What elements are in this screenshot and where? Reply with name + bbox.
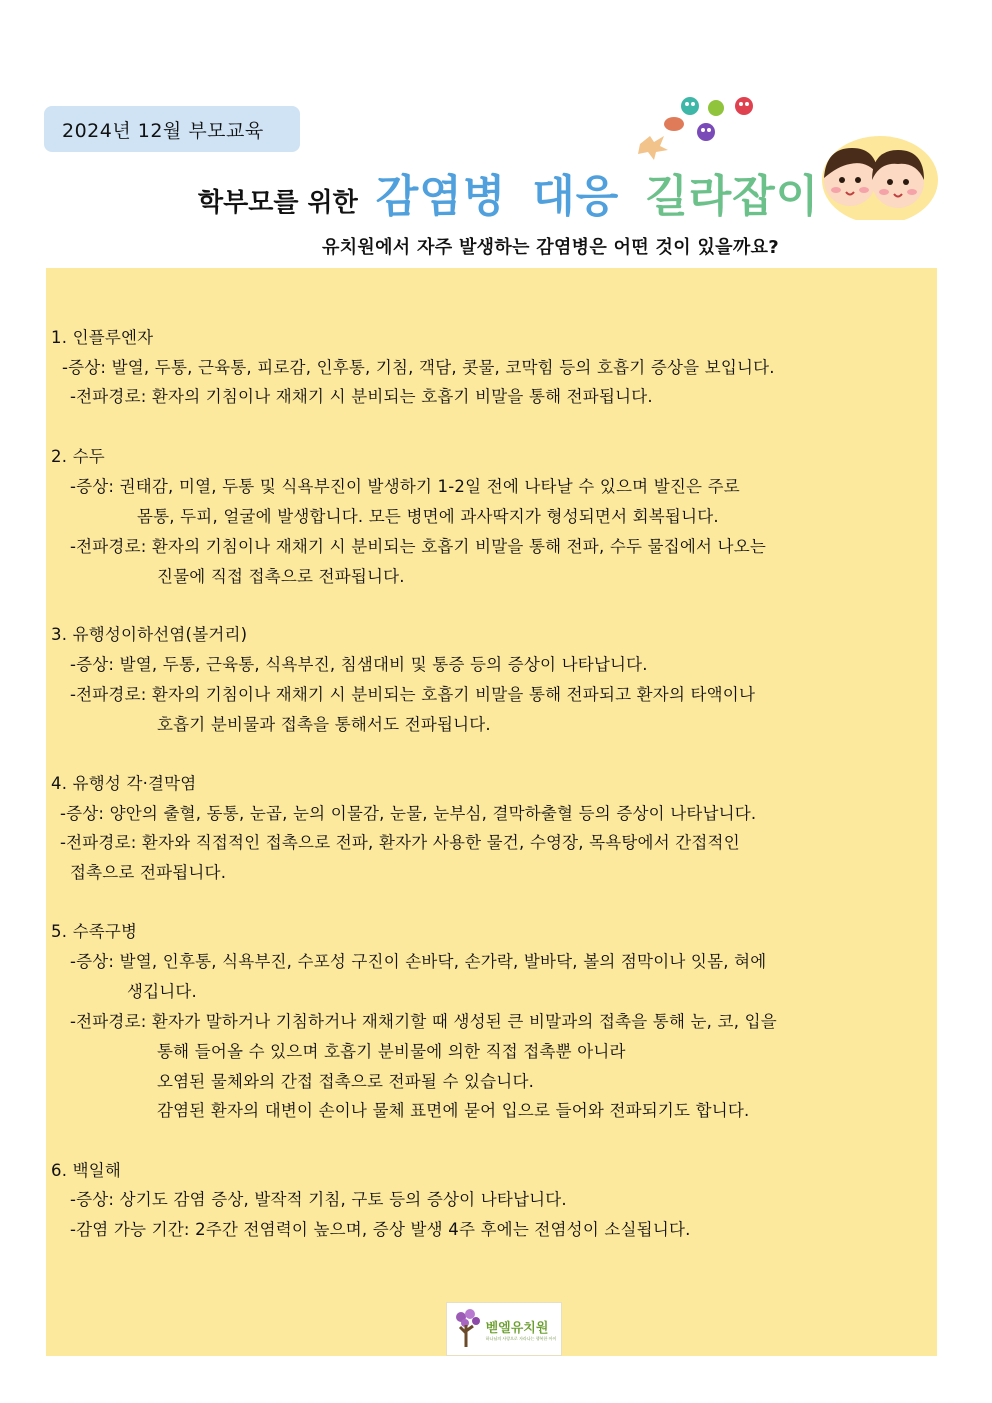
- transmission-line-cont: 오염된 물체와의 간접 접촉으로 전파될 수 있습니다.: [157, 1072, 535, 1091]
- symptom-line: -증상: 발열, 두통, 근육통, 피로감, 인후통, 기침, 객담, 콧물, 코막힘 등의 호흡기 증상을 보입니다.: [62, 358, 775, 377]
- title-prefix: 학부모를 위한: [198, 188, 358, 218]
- section-heading-4: 4. 유행성 각·결막염: [51, 774, 197, 793]
- germs-illustration: [628, 92, 768, 162]
- transmission-line: -전파경로: 환자의 기침이나 재채기 시 분비되는 호흡기 비말을 통해 전파, 수두 물집에서 나오는: [70, 537, 766, 556]
- section-heading-6: 6. 백일해: [51, 1161, 122, 1180]
- transmission-line-cont: 통해 들어올 수 있으며 호흡기 분비물에 의한 직접 접촉뿐 아니라: [157, 1042, 626, 1061]
- section-heading-2: 2. 수두: [51, 447, 105, 466]
- transmission-line: -전파경로: 환자의 기침이나 재채기 시 분비되는 호흡기 비말을 통해 전파됩니다.: [70, 387, 653, 406]
- title-word-2: 대응: [532, 171, 620, 222]
- symptom-line: -증상: 발열, 인후통, 식욕부진, 수포성 구진이 손바닥, 손가락, 발바닥, 볼의 점막이나 잇몸, 혀에: [70, 952, 767, 971]
- transmission-line-cont: 감염된 환자의 대변이 손이나 물체 표면에 묻어 입으로 들어와 전파되기도 합니다.: [157, 1101, 750, 1120]
- title-word-3: 길라잡이: [645, 171, 820, 222]
- date-badge: [44, 106, 300, 152]
- symptom-line-cont: 생깁니다.: [127, 982, 198, 1001]
- transmission-line-cont: 접촉으로 전파됩니다.: [70, 863, 227, 882]
- transmission-line-cont: 호흡기 분비물과 접촉을 통해서도 전파됩니다.: [157, 715, 491, 734]
- subtitle: 유치원에서 자주 발생하는 감염병은 어떤 것이 있을까요?: [322, 237, 779, 258]
- page-title: [198, 160, 845, 224]
- content-panel: [46, 268, 937, 1356]
- section-heading-1: 1. 인플루엔자: [51, 328, 154, 347]
- kindergarten-logo: [446, 1302, 562, 1356]
- transmission-line-cont: 진물에 직접 접촉으로 전파됩니다.: [157, 567, 405, 586]
- transmission-line: -전파경로: 환자와 직접적인 접촉으로 전파, 환자가 사용한 물건, 수영장, 목욕탕에서 간접적인: [60, 833, 740, 852]
- symptom-line-cont: 몸통, 두피, 얼굴에 발생합니다. 모든 병면에 과사딱지가 형성되면서 회복됩니다.: [137, 507, 719, 526]
- title-word-1: 감염병: [375, 171, 507, 222]
- badge-text: 2024년 12월 부모교육: [62, 119, 264, 142]
- transmission-line: -전파경로: 환자가 말하거나 기침하거나 재채기할 때 생성된 큰 비말과의 접촉을 통해 눈, 코, 입을: [70, 1012, 777, 1031]
- symptom-line: -증상: 발열, 두통, 근육통, 식욕부진, 침샘대비 및 통증 등의 증상이 나타납니다.: [70, 655, 648, 674]
- transmission-line: -전파경로: 환자의 기침이나 재채기 시 분비되는 호흡기 비말을 통해 전파되고 환자의 타액이나: [70, 685, 756, 704]
- section-heading-5: 5. 수족구병: [51, 922, 138, 941]
- logo-name: 벧엘유치원: [485, 1320, 549, 1336]
- logo-tagline: 하나님의 사랑으로 자라나는 행복한 아이: [485, 1335, 557, 1341]
- section-heading-3: 3. 유행성이하선염(볼거리): [51, 625, 248, 644]
- tree-icon: [452, 1307, 482, 1351]
- symptom-line: -증상: 상기도 감염 증상, 발작적 기침, 구토 등의 증상이 나타납니다.: [70, 1190, 567, 1209]
- symptom-line: -증상: 권태감, 미열, 두통 및 식욕부진이 발생하기 1-2일 전에 나타날 수 있으며 발진은 주로: [70, 477, 740, 496]
- symptom-line: -증상: 양안의 출혈, 동통, 눈곱, 눈의 이물감, 눈물, 눈부심, 결막하출혈 등의 증상이 나타납니다.: [60, 804, 757, 823]
- infectious-period-line: -감염 가능 기간: 2주간 전염력이 높으며, 증상 발생 4주 후에는 전염성이 소실됩니다.: [70, 1220, 691, 1239]
